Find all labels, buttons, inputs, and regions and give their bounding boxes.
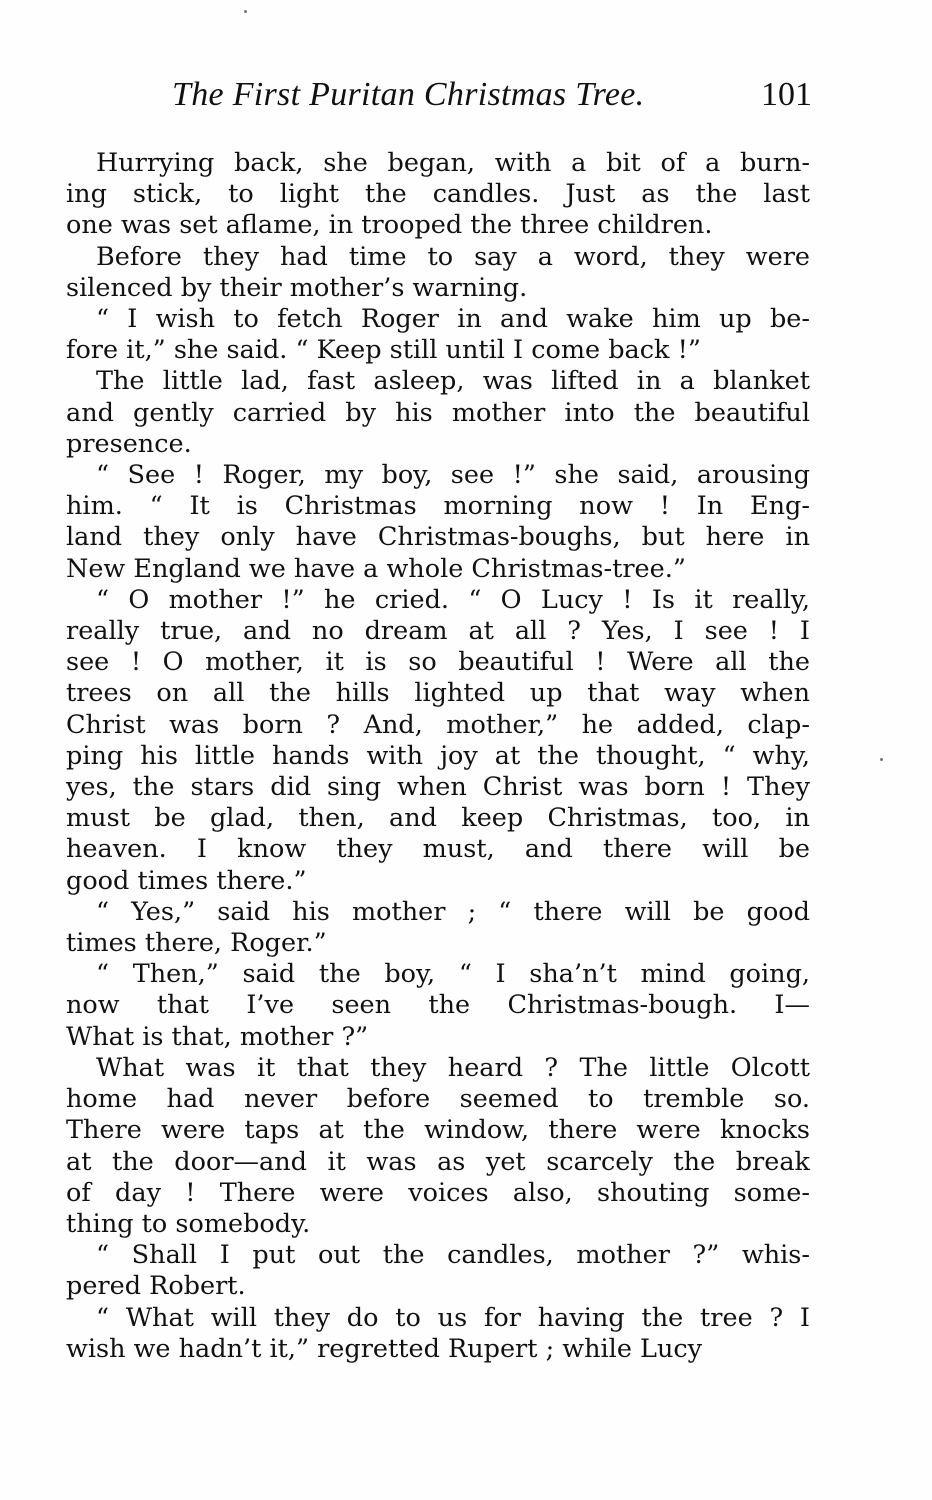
text-line: “ See ! Roger, my boy, see !” she said, arousing [96,460,810,491]
scan-speck [880,758,883,761]
text-line: now that I’ve seen the Christmas-bough. I— [66,990,810,1021]
text-line: “ Yes,” said his mother ; “ there will be good [96,896,810,927]
text-line: Christ was born ? And, mother,” he added, clap- [66,709,810,740]
paragraph [66,1303,810,1365]
text-line: wish we hadn’t it,” regretted Rupert ; while Lucy [66,1333,703,1364]
text-line: silenced by their mother’s warning. [66,272,528,303]
page-header [172,76,812,126]
body-text [66,148,810,1365]
text-line: land they only have Christmas-boughs, but here in [66,522,810,553]
text-line: and gently carried by his mother into the beautiful [66,397,810,428]
text-line: What was it that they heard ? The little Olcott [96,1052,810,1083]
text-line: “ I wish to fetch Roger in and wake him up be- [96,304,810,335]
text-line: presence. [66,428,192,459]
text-line: Hurrying back, she began, with a bit of a burn- [96,148,810,178]
text-line: at the door—and it was as yet scarcely the break [66,1146,810,1177]
text-line: Before they had time to say a word, they were [96,241,810,272]
paragraph [66,1053,810,1240]
text-line: must be glad, then, and keep Christmas, too, in [66,803,810,834]
text-line: times there, Roger.” [66,928,327,959]
paragraph [66,304,810,366]
text-line: “ Then,” said the boy, “ I sha’n’t mind going, [96,959,810,990]
paragraph [66,1240,810,1302]
text-line: ing stick, to light the candles. Just as the last [66,179,810,210]
text-line: yes, the stars did sing when Christ was born ! They [66,772,810,803]
text-line: There were taps at the window, there were knocks [66,1115,810,1146]
running-title: The First Puritan Christmas Tree. [172,76,645,113]
text-line: trees on all the hills lighted up that way when [66,678,810,709]
scan-speck [244,10,247,13]
paragraph [66,460,810,585]
text-line: home had never before seemed to tremble so. [66,1084,810,1115]
paragraph [66,148,810,242]
paragraph [66,897,810,959]
text-line: see ! O mother, it is so beautiful ! Were all the [66,647,810,678]
paragraph [66,242,810,304]
paragraph [66,366,810,460]
text-line: New England we have a whole Christmas-tree.” [66,553,686,584]
text-line: good times there.” [66,865,307,896]
paragraph [66,959,810,1053]
text-line: pered Robert. [66,1271,246,1302]
paragraph [66,585,810,897]
text-line: “ What will they do to us for having the tree ? I [96,1302,810,1333]
text-line: ping his little hands with joy at the thought, “ why, [66,740,810,771]
text-line: What is that, mother ?” [66,1021,369,1052]
text-line: one was set aflame, in trooped the three children. [66,210,713,241]
text-line: “ O mother !” he cried. “ O Lucy ! Is it really, [96,584,810,615]
text-line: “ Shall I put out the candles, mother ?” whis- [96,1240,810,1271]
text-line: heaven. I know they must, and there will be [66,834,810,865]
text-line: of day ! There were voices also, shouting some- [66,1177,810,1208]
text-line: really true, and no dream at all ? Yes, I see ! I [66,616,810,647]
text-line: thing to somebody. [66,1208,311,1239]
text-line: him. “ It is Christmas morning now ! In Eng- [66,491,810,522]
text-line: fore it,” she said. “ Keep still until I come back !” [66,335,701,366]
text-line: The little lad, fast asleep, was lifted in a blanket [96,366,810,397]
page-number: 101 [761,76,812,113]
